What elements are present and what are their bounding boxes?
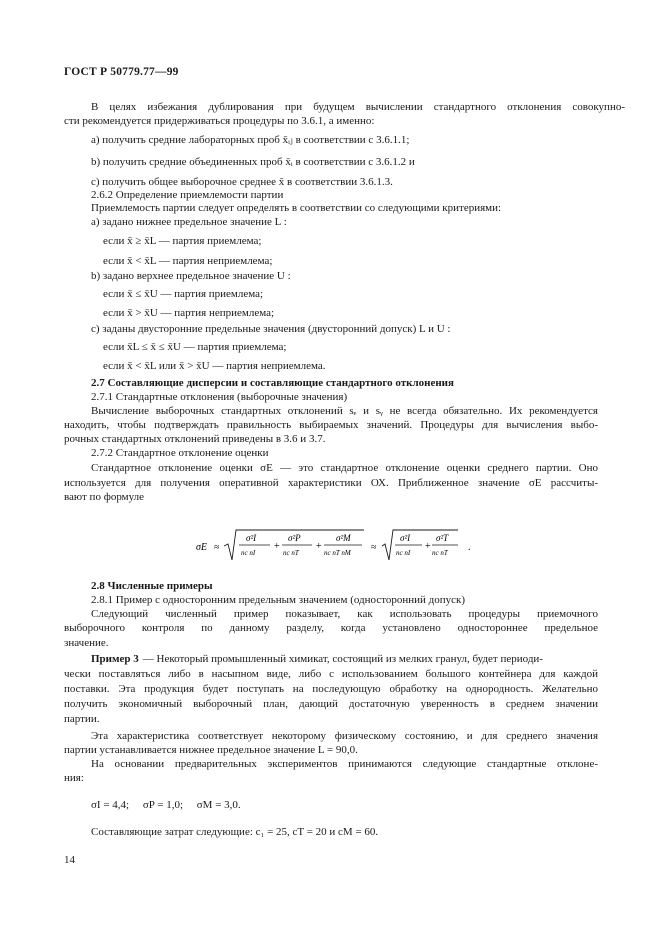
list-item: c) получить общее выборочное среднее x̄ в соответствии 3.6.1.3. xyxy=(91,176,393,188)
example-text: — Некоторый промышленный химикат, состоящий из мелких гранул, будет периоди- xyxy=(142,653,543,665)
formula-denominator: nc nT xyxy=(432,549,448,557)
section-heading: 2.8 Численные примеры xyxy=(91,580,213,592)
subsection-heading: 2.7.2 Стандартное отклонение оценки xyxy=(91,447,269,459)
formula-denominator: nc nT xyxy=(283,549,299,557)
list-item: b) получить средние объединенных проб x̄ᵢ в соответствии с 3.6.1.2 и xyxy=(91,156,415,168)
formula-denominator: nc nI xyxy=(241,549,256,557)
paragraph-line: Приемлемость партии следует определять в соответствии со следующими критериями: xyxy=(91,202,502,214)
paragraph-line: получить экономичный выборочный план, дающий достаточную уверенность в среднем значении xyxy=(64,698,598,710)
subsection-heading: 2.8.1 Пример с односторонним предельным значением (односторонний допуск) xyxy=(91,594,466,606)
criterion-line: если x̄ < x̄L или x̄ > x̄U — партия неприемлема. xyxy=(103,360,326,372)
paragraph-line: Составляющие затрат следующие: c₁ = 25, cT = 20 и cM = 60. xyxy=(91,826,379,838)
formula-approx: ≈ xyxy=(371,542,377,553)
formula-numerator: σ²P xyxy=(288,533,301,543)
formula-end: . xyxy=(468,542,471,553)
formula-numerator: σ²I xyxy=(246,533,257,543)
list-item: а) получить средние лабораторных проб x̄ᵢⱼ в соответствии с 3.6.1.1; xyxy=(91,134,410,146)
formula-numerator: σ²M xyxy=(336,533,351,543)
paragraph-line: На основании предварительных экспериментов принимаются следующие стандартные отклоне- xyxy=(91,758,598,770)
paragraph-line: вают по формуле xyxy=(64,491,145,503)
paragraph-line: рочных стандартных отклонений приведены в 3.6 и 3.7. xyxy=(64,433,326,445)
list-item: a) задано нижнее предельное значение L : xyxy=(91,216,287,228)
paragraph-line: Следующий численный пример показывает, как использовать процедуры приемочного xyxy=(91,608,598,620)
formula-numerator: σ²T xyxy=(436,533,449,543)
paragraph-line: партии. xyxy=(64,713,100,725)
paragraph-line: Эта характеристика соответствует некоторому физическому состоянию, и для среднего значения xyxy=(91,730,598,742)
list-item: b) задано верхнее предельное значение U : xyxy=(91,270,291,282)
criterion-line: если x̄ ≥ x̄L — партия приемлема; xyxy=(103,235,262,247)
paragraph-line: партии устанавливается нижнее предельное значение L = 90,0. xyxy=(64,744,358,756)
subsection-heading: 2.7.1 Стандартные отклонения (выборочные значения) xyxy=(91,391,348,403)
paragraph-line: сти рекомендуется придерживаться процедуры по 3.6.1, а именно: xyxy=(64,115,375,127)
criterion-line: если x̄ ≤ x̄U — партия приемлема; xyxy=(103,288,264,300)
list-item: c) заданы двусторонние предельные значения (двусторонний допуск) L и U : xyxy=(91,323,451,335)
paragraph-line: значение. xyxy=(64,637,109,649)
paragraph-line: Вычисление выборочных стандартных отклонений sₑ и sᵧ не всегда обязательно. Их рекомендуется xyxy=(91,405,598,417)
sigma-values-line: σI = 4,4; σP = 1,0; σM = 3,0. xyxy=(91,799,241,811)
criterion-line: если x̄L ≤ x̄ ≤ x̄U — партия приемлема; xyxy=(103,341,287,353)
formula-numerator: σ²I xyxy=(400,533,411,543)
example-label: Пример 3 xyxy=(91,653,139,665)
paragraph-line: ния: xyxy=(64,772,84,784)
sigma-e-formula xyxy=(196,526,496,566)
paragraph-line: используется для получения оперативной характеристики ОХ. Приближенное значение σE рассчиты- xyxy=(64,477,598,489)
paragraph-line: выборочного контроля по данному разделу, когда установлено одностороннее предельное xyxy=(64,622,598,634)
formula-lhs: σE xyxy=(196,542,208,553)
paragraph-line: Стандартное отклонение оценки σE — это стандартное отклонение оценки среднего партии. Оно xyxy=(91,462,598,474)
formula-denominator: nc nT nM xyxy=(324,549,351,557)
paragraph-line: В целях избежания дублирования при будущем вычислении стандартного отклонения совокупно- xyxy=(91,101,625,113)
subsection-heading: 2.6.2 Определение приемлемости партии xyxy=(91,189,284,201)
formula-plus: + xyxy=(274,541,280,552)
formula-denominator: nc nI xyxy=(396,549,411,557)
paragraph-line: поставки. Эта продукция будет поступать на последующую обработку на однородность. Желательно xyxy=(64,683,598,695)
document-header-title: ГОСТ Р 50779.77—99 xyxy=(64,66,179,78)
page-number: 14 xyxy=(64,854,75,866)
paragraph-line: чески поставляться либо в насыпном виде, либо с использованием большого контейнера для каждой xyxy=(64,668,598,680)
formula-plus: + xyxy=(425,541,431,552)
paragraph-line: находить, чтобы подтверждать правильность выбираемых значений. Процедуры для вычисления выбо- xyxy=(64,419,598,431)
example-line xyxy=(91,652,598,666)
formula-approx: ≈ xyxy=(214,542,220,553)
criterion-line: если x̄ > x̄U — партия неприемлема; xyxy=(103,307,275,319)
formula-plus: + xyxy=(316,541,322,552)
section-heading: 2.7 Составляющие дисперсии и составляющие стандартного отклонения xyxy=(91,377,454,389)
criterion-line: если x̄ < x̄L — партия неприемлема; xyxy=(103,255,273,267)
